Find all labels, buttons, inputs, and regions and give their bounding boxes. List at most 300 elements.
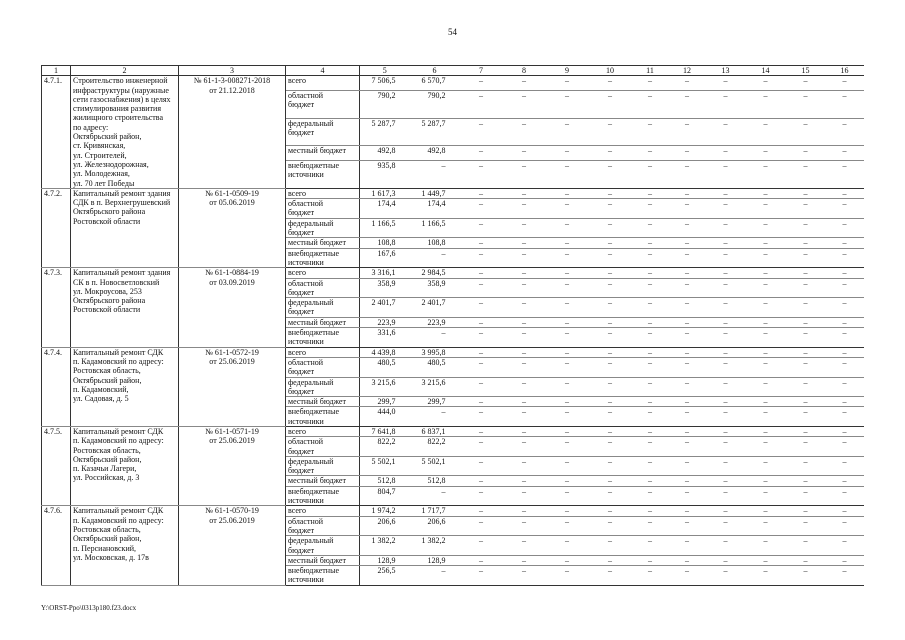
empty-value-dash: – xyxy=(746,161,786,189)
empty-value-dash: – xyxy=(826,407,864,427)
amount-v5: 492,8 xyxy=(360,146,410,161)
funding-source: местный бюджет xyxy=(286,146,360,161)
empty-value-dash: – xyxy=(546,347,589,357)
amount-v6: – xyxy=(410,248,460,268)
empty-value-dash: – xyxy=(632,555,669,565)
empty-value-dash: – xyxy=(746,146,786,161)
amount-v6: 174,4 xyxy=(410,199,460,219)
empty-value-dash: – xyxy=(746,238,786,248)
empty-value-dash: – xyxy=(503,268,546,278)
amount-v6: 3 995,8 xyxy=(410,347,460,357)
empty-value-dash: – xyxy=(706,377,746,397)
empty-value-dash: – xyxy=(503,377,546,397)
empty-value-dash: – xyxy=(503,161,546,189)
empty-value-dash: – xyxy=(746,426,786,436)
column-number: 7 xyxy=(460,66,503,76)
empty-value-dash: – xyxy=(826,188,864,198)
empty-value-dash: – xyxy=(786,298,826,318)
empty-value-dash: – xyxy=(503,437,546,457)
funding-source: внебюджетные источники xyxy=(286,248,360,268)
empty-value-dash: – xyxy=(826,555,864,565)
funding-source: областной бюджет xyxy=(286,278,360,298)
empty-value-dash: – xyxy=(706,506,746,516)
empty-value-dash: – xyxy=(589,347,632,357)
empty-value-dash: – xyxy=(826,328,864,348)
empty-value-dash: – xyxy=(460,506,503,516)
empty-value-dash: – xyxy=(706,555,746,565)
empty-value-dash: – xyxy=(503,298,546,318)
empty-value-dash: – xyxy=(669,278,706,298)
column-number: 8 xyxy=(503,66,546,76)
empty-value-dash: – xyxy=(632,238,669,248)
empty-value-dash: – xyxy=(669,161,706,189)
empty-value-dash: – xyxy=(503,146,546,161)
empty-value-dash: – xyxy=(546,397,589,407)
empty-value-dash: – xyxy=(589,218,632,238)
item-number: 4.7.4. xyxy=(42,347,71,426)
empty-value-dash: – xyxy=(826,199,864,219)
empty-value-dash: – xyxy=(460,456,503,476)
amount-v6: – xyxy=(410,566,460,586)
empty-value-dash: – xyxy=(786,407,826,427)
empty-value-dash: – xyxy=(503,506,546,516)
empty-value-dash: – xyxy=(589,188,632,198)
empty-value-dash: – xyxy=(546,555,589,565)
amount-v5: 790,2 xyxy=(360,90,410,118)
funding-source: областной бюджет xyxy=(286,90,360,118)
empty-value-dash: – xyxy=(826,268,864,278)
empty-value-dash: – xyxy=(460,218,503,238)
amount-v6: 1 449,7 xyxy=(410,188,460,198)
empty-value-dash: – xyxy=(669,188,706,198)
empty-value-dash: – xyxy=(746,76,786,91)
empty-value-dash: – xyxy=(546,516,589,536)
object-name: Капитальный ремонт здания СК в п. Новосветловский ул. Мокроусова, 253 Октябрьского района Ростовской области xyxy=(71,268,179,347)
funding-source: внебюджетные источники xyxy=(286,161,360,189)
empty-value-dash: – xyxy=(746,317,786,327)
empty-value-dash: – xyxy=(746,566,786,586)
empty-value-dash: – xyxy=(589,238,632,248)
empty-value-dash: – xyxy=(632,566,669,586)
empty-value-dash: – xyxy=(746,555,786,565)
empty-value-dash: – xyxy=(460,555,503,565)
empty-value-dash: – xyxy=(746,437,786,457)
amount-v5: 444,0 xyxy=(360,407,410,427)
empty-value-dash: – xyxy=(503,90,546,118)
object-name: Капитальный ремонт СДК п. Кадамовский по адресу: Ростовская область, Октябрьский район, п. Казачьи Лагери, ул. Российская, д. 3 xyxy=(71,426,179,505)
empty-value-dash: – xyxy=(746,347,786,357)
empty-value-dash: – xyxy=(546,238,589,248)
empty-value-dash: – xyxy=(786,456,826,476)
empty-value-dash: – xyxy=(786,248,826,268)
empty-value-dash: – xyxy=(546,90,589,118)
empty-value-dash: – xyxy=(706,146,746,161)
amount-v5: 1 617,3 xyxy=(360,188,410,198)
empty-value-dash: – xyxy=(826,516,864,536)
funding-source: федеральный бюджет xyxy=(286,456,360,476)
empty-value-dash: – xyxy=(503,278,546,298)
empty-value-dash: – xyxy=(503,347,546,357)
empty-value-dash: – xyxy=(746,476,786,486)
empty-value-dash: – xyxy=(786,268,826,278)
empty-value-dash: – xyxy=(460,407,503,427)
column-number: 6 xyxy=(410,66,460,76)
funding-source: местный бюджет xyxy=(286,397,360,407)
empty-value-dash: – xyxy=(546,357,589,377)
empty-value-dash: – xyxy=(589,476,632,486)
empty-value-dash: – xyxy=(786,566,826,586)
empty-value-dash: – xyxy=(503,238,546,248)
amount-v6: – xyxy=(410,328,460,348)
amount-v6: 1 382,2 xyxy=(410,536,460,556)
object-name: Капитальный ремонт СДК п. Кадамовский по адресу: Ростовская область, Октябрьский район, п. Персиановский, ул. Московская, д. 17в xyxy=(71,506,179,585)
amount-v5: 167,6 xyxy=(360,248,410,268)
empty-value-dash: – xyxy=(669,347,706,357)
funding-source: всего xyxy=(286,76,360,91)
funding-source: внебюджетные источники xyxy=(286,486,360,506)
empty-value-dash: – xyxy=(706,218,746,238)
empty-value-dash: – xyxy=(632,407,669,427)
empty-value-dash: – xyxy=(546,566,589,586)
empty-value-dash: – xyxy=(503,218,546,238)
empty-value-dash: – xyxy=(706,437,746,457)
empty-value-dash: – xyxy=(706,268,746,278)
amount-v5: 7 641,8 xyxy=(360,426,410,436)
empty-value-dash: – xyxy=(826,161,864,189)
empty-value-dash: – xyxy=(786,317,826,327)
empty-value-dash: – xyxy=(786,476,826,486)
funding-source: областной бюджет xyxy=(286,516,360,536)
empty-value-dash: – xyxy=(632,377,669,397)
empty-value-dash: – xyxy=(746,407,786,427)
empty-value-dash: – xyxy=(786,238,826,248)
amount-v5: 128,9 xyxy=(360,555,410,565)
empty-value-dash: – xyxy=(706,76,746,91)
empty-value-dash: – xyxy=(589,199,632,219)
empty-value-dash: – xyxy=(589,298,632,318)
funding-source: областной бюджет xyxy=(286,199,360,219)
empty-value-dash: – xyxy=(826,218,864,238)
empty-value-dash: – xyxy=(503,199,546,219)
amount-v5: 174,4 xyxy=(360,199,410,219)
amount-v6: 108,8 xyxy=(410,238,460,248)
empty-value-dash: – xyxy=(503,407,546,427)
empty-value-dash: – xyxy=(632,90,669,118)
empty-value-dash: – xyxy=(669,76,706,91)
empty-value-dash: – xyxy=(546,437,589,457)
amount-v6: 206,6 xyxy=(410,516,460,536)
column-number: 9 xyxy=(546,66,589,76)
empty-value-dash: – xyxy=(786,161,826,189)
empty-value-dash: – xyxy=(503,486,546,506)
empty-value-dash: – xyxy=(826,397,864,407)
amount-v5: 3 316,1 xyxy=(360,268,410,278)
empty-value-dash: – xyxy=(503,357,546,377)
empty-value-dash: – xyxy=(546,317,589,327)
amount-v5: 512,8 xyxy=(360,476,410,486)
table-row xyxy=(42,76,864,91)
funding-source: всего xyxy=(286,506,360,516)
empty-value-dash: – xyxy=(669,476,706,486)
amount-v6: 5 287,7 xyxy=(410,118,460,146)
empty-value-dash: – xyxy=(786,555,826,565)
funding-source: федеральный бюджет xyxy=(286,118,360,146)
empty-value-dash: – xyxy=(460,188,503,198)
empty-value-dash: – xyxy=(632,437,669,457)
empty-value-dash: – xyxy=(706,397,746,407)
empty-value-dash: – xyxy=(460,278,503,298)
item-number: 4.7.5. xyxy=(42,426,71,505)
empty-value-dash: – xyxy=(632,268,669,278)
empty-value-dash: – xyxy=(746,516,786,536)
object-name: Строительство инженерной инфраструктуры (наружные сети газоснабжения) в целях стимулирования развития жилищного строительства по адресу: Октябрьский район, ст. Кривянская, ул. Строителей, ул. Железнодорожная, ул. Молодежная, ул. 70 лет Победы xyxy=(71,76,179,189)
funding-source: всего xyxy=(286,188,360,198)
empty-value-dash: – xyxy=(669,90,706,118)
empty-value-dash: – xyxy=(589,407,632,427)
empty-value-dash: – xyxy=(669,407,706,427)
empty-value-dash: – xyxy=(460,476,503,486)
empty-value-dash: – xyxy=(460,347,503,357)
empty-value-dash: – xyxy=(746,536,786,556)
empty-value-dash: – xyxy=(503,536,546,556)
empty-value-dash: – xyxy=(706,161,746,189)
empty-value-dash: – xyxy=(746,218,786,238)
empty-value-dash: – xyxy=(669,218,706,238)
amount-v6: 6 570,7 xyxy=(410,76,460,91)
empty-value-dash: – xyxy=(589,328,632,348)
empty-value-dash: – xyxy=(706,407,746,427)
empty-value-dash: – xyxy=(632,456,669,476)
funding-source: внебюджетные источники xyxy=(286,328,360,348)
empty-value-dash: – xyxy=(746,456,786,476)
empty-value-dash: – xyxy=(706,566,746,586)
empty-value-dash: – xyxy=(460,146,503,161)
empty-value-dash: – xyxy=(706,486,746,506)
amount-v6: 480,5 xyxy=(410,357,460,377)
empty-value-dash: – xyxy=(826,248,864,268)
empty-value-dash: – xyxy=(826,476,864,486)
empty-value-dash: – xyxy=(632,516,669,536)
amount-v6: 822,2 xyxy=(410,437,460,457)
empty-value-dash: – xyxy=(706,476,746,486)
empty-value-dash: – xyxy=(460,90,503,118)
empty-value-dash: – xyxy=(826,486,864,506)
expertise-number: № 61-1-3-008271-2018 от 21.12.2018 xyxy=(179,76,286,189)
amount-v6: – xyxy=(410,407,460,427)
empty-value-dash: – xyxy=(503,566,546,586)
empty-value-dash: – xyxy=(546,248,589,268)
empty-value-dash: – xyxy=(460,536,503,556)
empty-value-dash: – xyxy=(546,456,589,476)
empty-value-dash: – xyxy=(786,397,826,407)
empty-value-dash: – xyxy=(786,437,826,457)
amount-v5: 480,5 xyxy=(360,357,410,377)
empty-value-dash: – xyxy=(632,397,669,407)
column-number: 11 xyxy=(632,66,669,76)
empty-value-dash: – xyxy=(706,347,746,357)
item-number: 4.7.2. xyxy=(42,188,71,267)
amount-v5: 7 506,5 xyxy=(360,76,410,91)
empty-value-dash: – xyxy=(460,397,503,407)
empty-value-dash: – xyxy=(826,377,864,397)
empty-value-dash: – xyxy=(669,555,706,565)
empty-value-dash: – xyxy=(546,268,589,278)
empty-value-dash: – xyxy=(546,298,589,318)
empty-value-dash: – xyxy=(669,248,706,268)
empty-value-dash: – xyxy=(460,377,503,397)
empty-value-dash: – xyxy=(632,476,669,486)
amount-v6: 512,8 xyxy=(410,476,460,486)
empty-value-dash: – xyxy=(546,476,589,486)
amount-v5: 4 439,8 xyxy=(360,347,410,357)
empty-value-dash: – xyxy=(589,146,632,161)
empty-value-dash: – xyxy=(460,426,503,436)
empty-value-dash: – xyxy=(746,199,786,219)
amount-v5: 1 382,2 xyxy=(360,536,410,556)
amount-v5: 256,5 xyxy=(360,566,410,586)
empty-value-dash: – xyxy=(706,238,746,248)
empty-value-dash: – xyxy=(826,146,864,161)
empty-value-dash: – xyxy=(826,506,864,516)
file-path-footer: Y:\ORST-Ppo\0313p180.f23.docx xyxy=(41,604,137,612)
empty-value-dash: – xyxy=(706,426,746,436)
funding-source: всего xyxy=(286,426,360,436)
empty-value-dash: – xyxy=(826,278,864,298)
empty-value-dash: – xyxy=(669,146,706,161)
empty-value-dash: – xyxy=(746,486,786,506)
expertise-number: № 61-1-0509-19 от 05.06.2019 xyxy=(179,188,286,267)
table-row xyxy=(42,268,864,278)
empty-value-dash: – xyxy=(706,90,746,118)
empty-value-dash: – xyxy=(826,426,864,436)
empty-value-dash: – xyxy=(589,506,632,516)
empty-value-dash: – xyxy=(503,476,546,486)
empty-value-dash: – xyxy=(746,397,786,407)
amount-v6: 492,8 xyxy=(410,146,460,161)
empty-value-dash: – xyxy=(669,317,706,327)
empty-value-dash: – xyxy=(503,426,546,436)
empty-value-dash: – xyxy=(503,248,546,268)
empty-value-dash: – xyxy=(632,357,669,377)
empty-value-dash: – xyxy=(786,426,826,436)
empty-value-dash: – xyxy=(669,456,706,476)
amount-v5: 804,7 xyxy=(360,486,410,506)
empty-value-dash: – xyxy=(632,118,669,146)
amount-v5: 223,9 xyxy=(360,317,410,327)
funding-source: всего xyxy=(286,347,360,357)
column-number: 1 xyxy=(42,66,71,76)
empty-value-dash: – xyxy=(546,506,589,516)
empty-value-dash: – xyxy=(589,397,632,407)
amount-v6: 2 984,5 xyxy=(410,268,460,278)
empty-value-dash: – xyxy=(460,566,503,586)
empty-value-dash: – xyxy=(706,199,746,219)
empty-value-dash: – xyxy=(632,218,669,238)
expertise-number: № 61-1-0884-19 от 03.09.2019 xyxy=(179,268,286,347)
empty-value-dash: – xyxy=(460,516,503,536)
funding-source: всего xyxy=(286,268,360,278)
empty-value-dash: – xyxy=(589,268,632,278)
empty-value-dash: – xyxy=(546,278,589,298)
empty-value-dash: – xyxy=(669,506,706,516)
object-name: Капитальный ремонт СДК п. Кадамовский по адресу: Ростовская область, Октябрьский район, п. Кадамовский, ул. Садовая, д. 5 xyxy=(71,347,179,426)
empty-value-dash: – xyxy=(706,188,746,198)
empty-value-dash: – xyxy=(632,76,669,91)
amount-v6: 3 215,6 xyxy=(410,377,460,397)
empty-value-dash: – xyxy=(632,146,669,161)
empty-value-dash: – xyxy=(746,188,786,198)
empty-value-dash: – xyxy=(669,298,706,318)
empty-value-dash: – xyxy=(706,456,746,476)
empty-value-dash: – xyxy=(460,298,503,318)
empty-value-dash: – xyxy=(460,76,503,91)
empty-value-dash: – xyxy=(669,199,706,219)
amount-v6: 128,9 xyxy=(410,555,460,565)
empty-value-dash: – xyxy=(786,516,826,536)
amount-v5: 206,6 xyxy=(360,516,410,536)
empty-value-dash: – xyxy=(589,516,632,536)
empty-value-dash: – xyxy=(589,357,632,377)
amount-v6: 5 502,1 xyxy=(410,456,460,476)
empty-value-dash: – xyxy=(589,456,632,476)
funding-source: местный бюджет xyxy=(286,476,360,486)
empty-value-dash: – xyxy=(669,486,706,506)
column-number: 2 xyxy=(71,66,179,76)
amount-v5: 935,8 xyxy=(360,161,410,189)
table-row xyxy=(42,506,864,516)
empty-value-dash: – xyxy=(746,268,786,278)
amount-v5: 1 974,2 xyxy=(360,506,410,516)
empty-value-dash: – xyxy=(826,298,864,318)
amount-v5: 3 215,6 xyxy=(360,377,410,397)
column-number: 5 xyxy=(360,66,410,76)
empty-value-dash: – xyxy=(746,506,786,516)
column-number: 13 xyxy=(706,66,746,76)
column-number: 12 xyxy=(669,66,706,76)
empty-value-dash: – xyxy=(706,357,746,377)
empty-value-dash: – xyxy=(706,278,746,298)
empty-value-dash: – xyxy=(632,536,669,556)
empty-value-dash: – xyxy=(546,161,589,189)
expertise-number: № 61-1-0571-19 от 25.06.2019 xyxy=(179,426,286,505)
empty-value-dash: – xyxy=(546,426,589,436)
empty-value-dash: – xyxy=(503,516,546,536)
empty-value-dash: – xyxy=(460,317,503,327)
amount-v6: 6 837,1 xyxy=(410,426,460,436)
empty-value-dash: – xyxy=(460,357,503,377)
amount-v6: 1 717,7 xyxy=(410,506,460,516)
empty-value-dash: – xyxy=(669,238,706,248)
empty-value-dash: – xyxy=(706,298,746,318)
empty-value-dash: – xyxy=(589,90,632,118)
column-number: 16 xyxy=(826,66,864,76)
funding-source: внебюджетные источники xyxy=(286,407,360,427)
amount-v5: 331,6 xyxy=(360,328,410,348)
column-number-row xyxy=(42,66,864,76)
empty-value-dash: – xyxy=(786,90,826,118)
empty-value-dash: – xyxy=(786,506,826,516)
empty-value-dash: – xyxy=(503,456,546,476)
funding-source: местный бюджет xyxy=(286,555,360,565)
amount-v6: 358,9 xyxy=(410,278,460,298)
empty-value-dash: – xyxy=(546,407,589,427)
empty-value-dash: – xyxy=(786,146,826,161)
empty-value-dash: – xyxy=(706,536,746,556)
empty-value-dash: – xyxy=(632,486,669,506)
empty-value-dash: – xyxy=(546,377,589,397)
empty-value-dash: – xyxy=(632,426,669,436)
amount-v5: 358,9 xyxy=(360,278,410,298)
